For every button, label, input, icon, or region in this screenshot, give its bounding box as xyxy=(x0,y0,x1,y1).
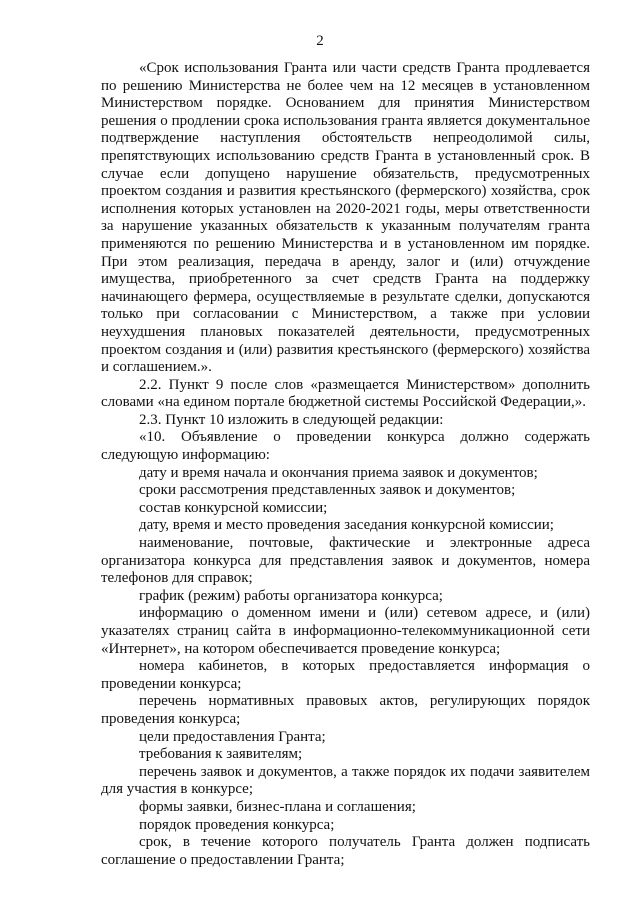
paragraph: цели предоставления Гранта; xyxy=(139,728,326,745)
paragraph: перечень нормативных правовых актов, регулирующих порядок проведения конкурса; xyxy=(101,693,590,727)
paragraph: состав конкурсной комиссии; xyxy=(139,499,328,516)
paragraph: наименование, почтовые, фактические и электронные адреса организатора конкурса для представления заявок и документов, номера телефонов для справок; xyxy=(101,535,590,587)
paragraph: дату, время и место проведения заседания конкурсной комиссии; xyxy=(139,517,554,534)
paragraph: график (режим) работы организатора конкурса; xyxy=(139,587,443,604)
paragraph: 2.2. Пункт 9 после слов «размещается Министерством» дополнить словами «на едином портале бюджетной системы Российской Федерации,». xyxy=(101,376,590,411)
paragraph: «10. Объявление о проведении конкурса должно содержать следующую информацию: xyxy=(101,429,590,464)
paragraph: сроки рассмотрения представленных заявок и документов; xyxy=(139,482,516,499)
paragraph: порядок проведения конкурса; xyxy=(139,816,335,833)
paragraph: срок, в течение которого получатель Гранта должен подписать соглашение о предоставлении Гранта; xyxy=(101,834,590,868)
paragraph: формы заявки, бизнес-плана и соглашения; xyxy=(139,798,416,815)
page-number: 2 xyxy=(316,33,324,49)
paragraph: перечень заявок и документов, а также порядок их подачи заявителем для участия в конкурсе; xyxy=(101,763,590,798)
paragraph: «Срок использования Гранта или части средств Гранта продлевается по решению Министерства не более чем на 12 месяцев в установленном Министерством порядке. Основанием для принятия Министерством решения о продлении срока использования гранта является документальное подтверждение наступления обстоятельств непреодолимой силы, препятствующих использованию средств Гранта в установленный срок. В случае если допущено нарушение обязательств, предусмотренных проектом создания и развития крестьянского (фермерского) хозяйства, срок исполнения которых установлен на 2020-2021 годы, меры ответственности за нарушение указанных обязательств к указанным получателям гранта применяются по решению Министерства и в установленном им порядке. При этом реализация, передача в аренду, залог и (или) отчуждение имущества, приобретенного за счет средств Гранта на поддержку начинающего фермера, осуществляемые в результате сделки, допускаются только при согласовании с Министерством, а также при условии неухудшения плановых показателей деятельности, предусмотренных проектом создания и (или) развития крестьянского (фермерского) хозяйства и соглашением.». xyxy=(101,60,590,376)
paragraph: номера кабинетов, в которых предоставляется информация о проведении конкурса; xyxy=(101,658,590,692)
paragraph: дату и время начала и окончания приема заявок и документов; xyxy=(139,464,538,481)
paragraph: требования к заявителям; xyxy=(139,746,303,763)
document-body xyxy=(101,60,590,869)
paragraph: 2.3. Пункт 10 изложить в следующей редакции: xyxy=(139,411,444,428)
paragraph: информацию о доменном имени и (или) сетевом адресе, и (или) указателях страниц сайта в информационно-телекоммуникационной сети «Интернет», на котором обеспечивается проведение конкурса; xyxy=(101,605,590,657)
